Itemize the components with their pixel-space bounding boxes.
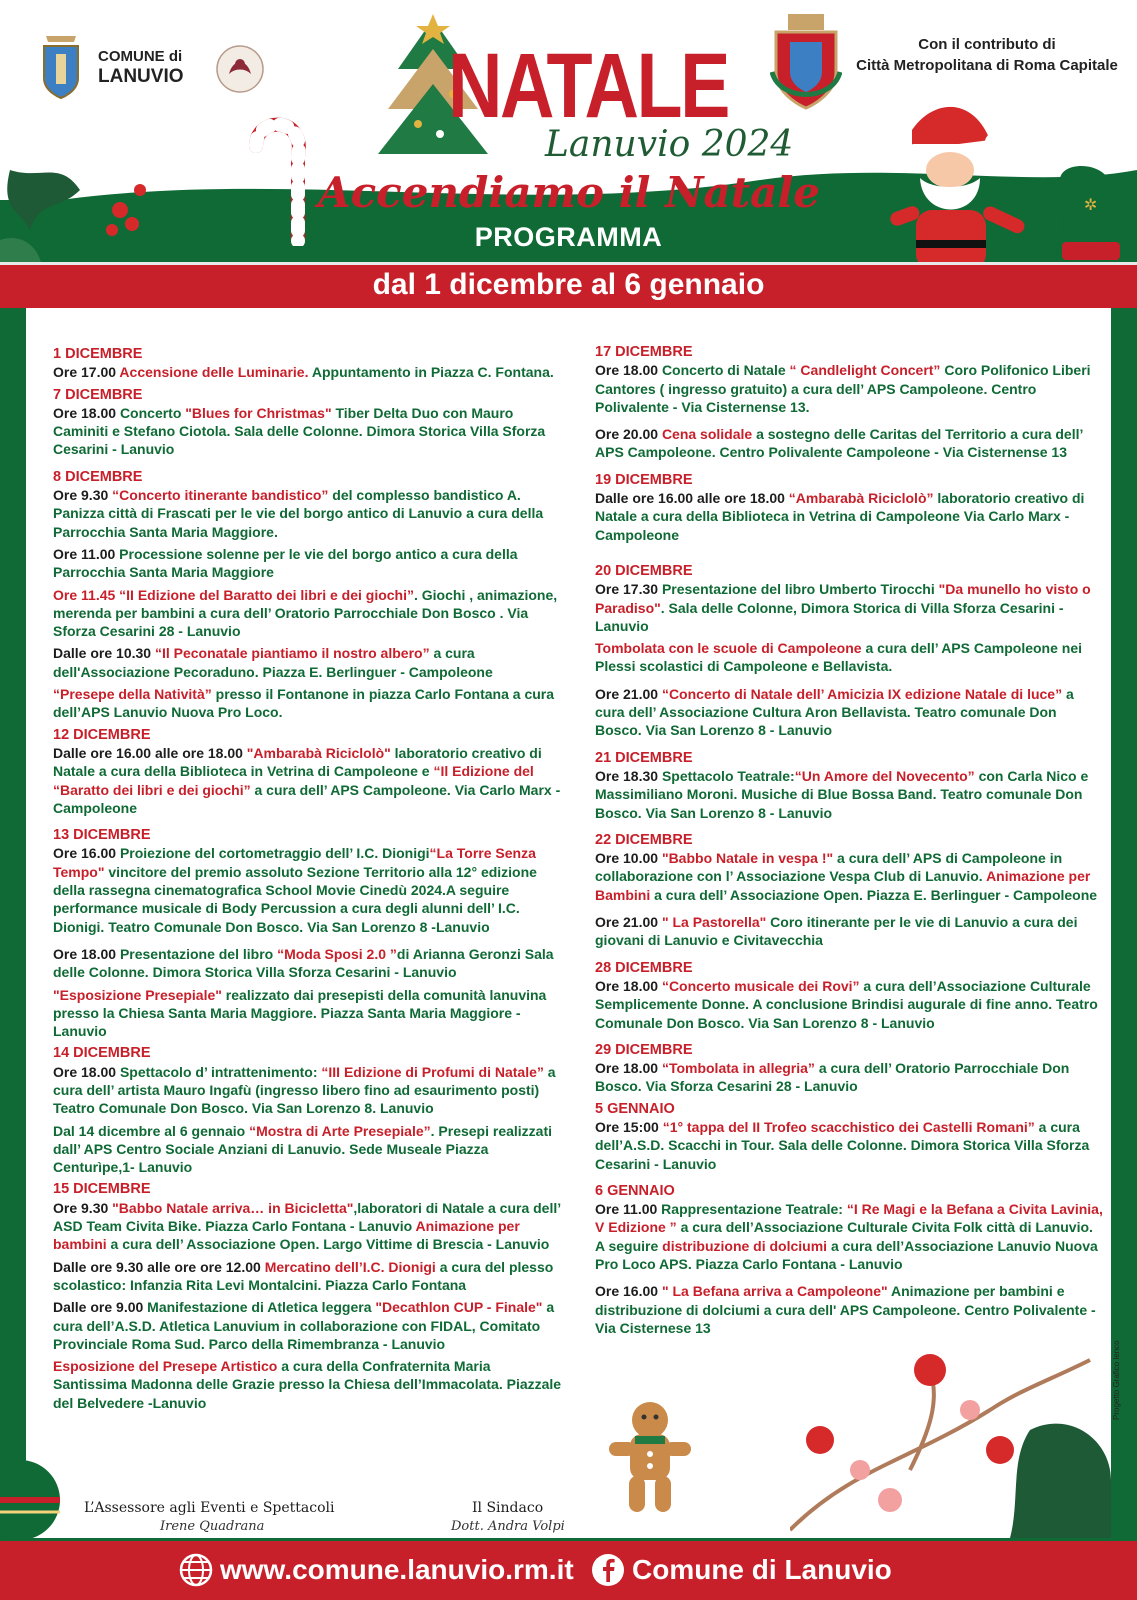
day-heading: 13 DICEMBRE <box>53 827 151 844</box>
design-credit: Progetto Grafico lenco <box>1112 1340 1121 1420</box>
event-item: Ore 18.00 Spettacolo d’ intrattenimento: “III Edizione di Profumi di Natale” a cura dell’ artista Mauro Ingafù (ingresso libero fino ad esaurimento posti) Teatro Comunale Don Bosco. Via San Lorenzo 8. Lanuvio <box>53 1063 556 1117</box>
event-item: Ore 15:00 “1° tappa del II Trofeo scacchistico dei Castelli Romani” a cura dell’A.S.D. Scacchi in Tour. Sala delle Colonne. Dimora Storica Villa Sforza Cesarini - Lanuvio <box>595 1118 1090 1172</box>
header-banner <box>0 0 1137 318</box>
event-item: Dalle ore 10.30 “Il Peconatale piantiamo il nostro albero” a cura dell'Associazione Pecoraduno. Piazza E. Berlinguer - Campoleone <box>53 645 493 680</box>
day-heading: 17 DICEMBRE <box>595 344 693 360</box>
globe-icon <box>178 1552 214 1588</box>
event-item: Dal 14 dicembre al 6 gennaio “Mostra di Arte Presepiale”. Presepi realizzati dall’ APS Centro Sociale Anziani di Lanuvio. Sede Museale Piazza Centurìpe,1- Lanuvio <box>53 1122 553 1176</box>
event-item: Ore 16.00 " La Befana arriva a Campoleone" Animazione per bambini e distribuzione di dolciumi a cura dell' APS Campoleone. Centro Polivalente - Via Cisternese 13 <box>595 1283 1096 1336</box>
day-heading: 12 DICEMBRE <box>53 726 151 743</box>
assessore-role: L’Assessore agli Eventi e Spettacoli <box>84 1500 335 1516</box>
event-item: “Presepe della Natività” presso il Fontanone in piazza Carlo Fontana a cura dell’APS Lanuvio Nuova Pro Loco. <box>53 686 555 721</box>
day-heading: 1 DICEMBRE <box>53 346 143 362</box>
event-item: Ore 20.00 Cena solidale a sostegno delle Caritas del Territorio a cura dell’ APS Campoleone. Centro Polivalente Campoleone - Via Cisternense 13 <box>595 426 1083 461</box>
gingerbread-man-icon <box>605 1398 695 1518</box>
sindaco-name: Dott. Andra Volpi <box>451 1519 565 1534</box>
assessore-name: Irene Quadrana <box>160 1519 265 1534</box>
event-item: Ore 17.30 Presentazione del libro Umberto Tirocchi "Da munello ho visto o Paradiso". Sala delle Colonne, Dimora Storica di Villa Sforza Cesarini - Lanuvio <box>595 581 1091 634</box>
event-item: Dalle ore 9.30 alle ore ore 12.00 Mercatino dell’I.C. Dionigi a cura del plesso scolastico: Infanzia Rita Levi Montalcini. Piazza Carlo Fontana <box>53 1258 554 1293</box>
mitten-icon <box>1040 160 1130 270</box>
comune-name: LANUVIO <box>98 66 184 87</box>
event-item: Ore 21.00 " La Pastorella" Coro itinerante per le vie di Lanuvio a cura dei giovani di Lanuvio e Civitavecchia <box>595 914 1078 949</box>
event-item: Tombolata con le scuole di Campoleone a cura dell’ APS Campoleone nei Plessi scolastici di Campoleone e Bellavista. <box>595 640 1083 675</box>
event-item: Ore 11.00 Rappresentazione Teatrale: “I Re Magi e la Befana a Civita Lavinia, V Edizione ” a cura dell’Associazione Culturale Civita Folk città di Lanuvio. A seguire distribuzione di dolciumi a cura dell’Associazione Lanuvio Nuova Pro Loco APS. Piazza Carlo Fontana - Lanuvio <box>595 1201 1103 1273</box>
day-heading: 14 DICEMBRE <box>53 1045 151 1062</box>
day-heading: 22 DICEMBRE <box>595 831 693 848</box>
event-item: Ore 18.00 “Tombolata in allegria” a cura dell’ Oratorio Parrocchiale Don Bosco. Via Sforza Cesarini 28 - Lanuvio <box>595 1060 1070 1095</box>
event-item: Ore 21.00 “Concerto di Natale dell’ Amicizia IX edizione Natale di luce” a cura dell’ Associazione Cultura Aron Bellavista. Teatro comunale Don Bosco. Via San Lorenzo 8 - Lanuvio <box>595 685 1074 739</box>
event-item: Ore 17.00 Accensione delle Luminarie. Appuntamento in Piazza C. Fontana. <box>53 364 554 381</box>
event-item: Ore 9.30 “Concerto itinerante bandistico” del complesso bandistico A. Panizza città di Frascati per le vie del borgo antico di Lanuvio a cura della Parrocchia Santa Maria Maggiore. <box>53 487 544 540</box>
day-heading: 8 DICEMBRE <box>53 468 143 485</box>
metro-crest-icon <box>770 12 842 110</box>
event-item: Ore 16.00 Proiezione del cortometraggio dell’ I.C. Dionigi“La Torre Senza Tempo" vincitore del premio assoluto Sezione Territorio alla 12° edizione della rassegna cinematografica School Movie Cinedù 2024.A seguire performance musicale di Body Percussion a cura degli alunni dell’ I.C. Dionigi. Teatro Comunale Don Bosco. Via San Lorenzo 8 -Lanuvio <box>53 845 537 935</box>
seal-icon <box>215 44 265 94</box>
event-item: Ore 18.00 Concerto di Natale “ Candlelight Concert” Coro Polifonico Liberi Cantores ( ingresso gratuito) a cura dell’ APS Campoleone. Centro Polivalente - Via Cisternense 13. <box>595 362 1091 415</box>
programma-label: PROGRAMMA <box>474 222 663 252</box>
event-item: Ore 18.00 Presentazione del libro “Moda Sposi 2.0 ”di Arianna Geronzi Sala delle Colonne. Dimora Storica Villa Sforza Cesarini - Lanuvio <box>53 945 554 981</box>
event-item: Esposizione del Presepe Artistico a cura della Confraternita Maria Santissima Madonna delle Grazie presso la Chiesa dell’Immacolata. Piazzale del Belvedere -Lanuvio <box>53 1358 562 1411</box>
facebook-icon <box>590 1552 626 1588</box>
program-column-left <box>53 342 565 1416</box>
berries-branch-icon <box>790 1350 1111 1538</box>
program-column-right <box>595 340 1105 1341</box>
event-subtitle: Lanuvio 2024 <box>545 124 794 165</box>
contribution-label: Con il contributo di <box>918 36 1056 53</box>
day-heading: 29 DICEMBRE <box>595 1041 693 1058</box>
ornament-ball-icon <box>0 1450 60 1540</box>
event-item: Ore 9.30 "Babbo Natale arriva… in Bicicletta",laboratori di Natale a cura dell’ ASD Team Civita Bike. Piazza Carlo Fontana - Lanuvio Animazione per bambini a cura dell’ Associazione Open. Largo Vittime di Brescia - Lanuvio <box>53 1199 561 1253</box>
event-item: Ore 18.00 Concerto "Blues for Christmas" Tiber Delta Duo con Mauro Caminiti e Stefano Ciotola. Sala delle Colonne. Dimora Storica Villa Sforza Cesarini - Lanuvio <box>53 404 546 458</box>
sindaco-role: Il Sindaco <box>472 1500 544 1516</box>
comune-crest-icon <box>38 32 84 102</box>
event-item: Ore 18.30 Spettacolo Teatrale:“Un Amore del Novecento” con Carla Nico e Massimiliano Moroni. Musiche di Blue Bossa Band. Teatro comunale Don Bosco. Via San Lorenzo 8 - Lanuvio <box>595 767 1089 821</box>
day-heading: 19 DICEMBRE <box>595 471 693 488</box>
event-item: Ore 18.00 “Concerto musicale dei Rovi” a cura dell’Associazione Culturale Semplicemente Donne. A conclusione Brindisi augurale di fine anno. Teatro Comunale Don Bosco. Via San Lorenzo 8 - Lanuvio <box>595 977 1098 1031</box>
facebook-link[interactable]: Comune di Lanuvio <box>632 1554 892 1585</box>
event-item: Ore 10.00 "Babbo Natale in vespa !" a cura dell’ APS di Campoleone in collaborazione con l’ Associazione Vespa Club di Lanuvio. Animazione per Bambini a cura dell’ Associazione Open. Piazza E. Berlinguer - Campoleone <box>595 850 1098 903</box>
day-heading: 21 DICEMBRE <box>595 749 693 766</box>
comune-label: COMUNE di <box>98 48 183 65</box>
event-item: Ore 11.00 Processione solenne per le vie del borgo antico a cura della Parrocchia Santa Maria Maggiore <box>53 545 518 581</box>
website-link[interactable]: www.comune.lanuvio.rm.it <box>220 1554 574 1585</box>
event-item: Dalle ore 16.00 alle ore 18.00 “Ambarabà Riciclolò” laboratorio creativo di Natale a cura della Biblioteca in Vetrina di Campoleone Via Carlo Marx - Campoleone <box>595 490 1085 543</box>
event-tagline: Accendiamo il Natale <box>318 168 821 217</box>
svg-text:✲: ✲ <box>1084 195 1098 214</box>
event-title: NATALE <box>448 35 728 137</box>
event-item: Dalle ore 9.00 Manifestazione di Atletica leggera "Decathlon CUP - Finale" a cura dell’A.S.D. Atletica Lanuvium in collaborazione con FIDAL, Comitato Provinciale Roma Sud. Parco della Rimembranza - Lanuvio <box>53 1299 555 1352</box>
date-range: dal 1 dicembre al 6 gennaio <box>372 268 765 301</box>
footer-divider <box>0 1538 1137 1541</box>
event-item: Dalle ore 16.00 alle ore 18.00 "Ambarabà Riciclolò" laboratorio creativo di Natale a cura della Biblioteca in Vetrina di Campoleone e “Il Edizione del “Baratto dei libri e dei giochi” a cura dell’ APS Campoleone. Via Carlo Marx - Campoleone <box>53 744 561 816</box>
event-item: "Esposizione Presepiale" realizzato dai presepisti della comunità lanuvina presso la Chiesa Santa Maria Maggiore. Piazza Santa Maria Maggiore - Lanuvio <box>53 986 547 1040</box>
day-heading: 5 GENNAIO <box>595 1100 675 1117</box>
left-green-rail <box>0 308 26 1538</box>
day-heading: 15 DICEMBRE <box>53 1181 151 1198</box>
day-heading: 6 GENNAIO <box>595 1182 675 1199</box>
day-heading: 7 DICEMBRE <box>53 386 143 403</box>
day-heading: 20 DICEMBRE <box>595 562 693 579</box>
event-item: Ore 11.45 “II Edizione del Baratto dei libri e dei giochi”. Giochi , animazione, merenda per bambini a cura dell’ Oratorio Parrocchiale Don Bosco . Via Sforza Cesarini 28 - Lanuvio <box>53 586 558 640</box>
day-heading: 28 DICEMBRE <box>595 959 693 976</box>
contribution-organization: Città Metropolitana di Roma Capitale <box>856 57 1118 74</box>
